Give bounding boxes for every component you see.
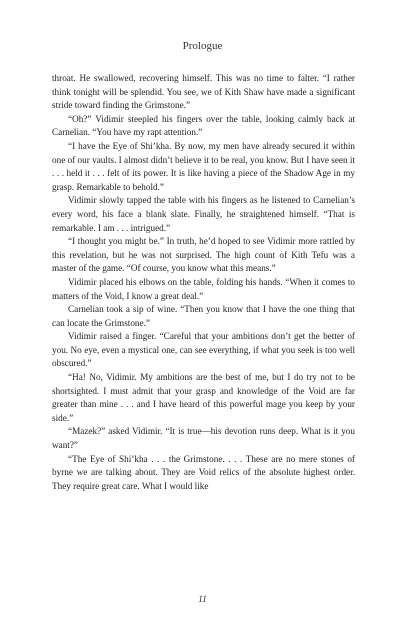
paragraph: throat. He swallowed, recovering himself. This was no time to falter. “I rather think tonight will be splendid. You see, we of Kith Shaw have made a significant stride toward finding the Grimstone.” (52, 73, 355, 111)
paragraph: “Ha! No, Vidimir. My ambitions are the best of me, but I do try not to be shortsighted. I must admit that your grasp and knowledge of the Void are far greater than mine . . . and I have heard of this powerful mage you keep by your side.” (52, 372, 355, 423)
paragraph: Vidimir placed his elbows on the table, folding his hands. “When it comes to matters of the Void, I know a great deal.” (52, 276, 355, 301)
paragraph: “Oh?” Vidimir steepled his fingers over the table, looking calmly back at Carnelian. “You have my rapt attention.” (52, 113, 355, 138)
paragraph: Vidimir raised a finger. “Careful that your ambitions don’t get the better of you. No eye, even a mystical one, can see everything, if what you seek is too well obscured.” (52, 331, 355, 369)
page-number: 11 (198, 595, 207, 605)
running-head: Prologue (182, 40, 223, 52)
paragraph: Vidimir slowly tapped the table with his fingers as he listened to Carnelian’s every word, his face a blank slate. Finally, he straightened himself. “That is remarkable. I am . . . intrigued.” (52, 195, 355, 233)
paragraph: “I have the Eye of Shi’kha. By now, my men have already secured it within one of our vaults. I almost didn’t believe it to be real, you know. But I have seen it . . . held it . . . felt of its power. It is like having a piece of the Shadow Age in my grasp. Remarkable to behold.” (52, 140, 355, 192)
paragraph: “The Eye of Shi’kha . . . the Grimstone. . . . These are no mere stones of byrne we are talking about. They are Void relics of the absolute highest order. They require great care. What I would like (52, 453, 355, 491)
paragraph: Carnelian took a sip of wine. “Then you know that I have the one thing that can locate the Grimstone.” (52, 304, 355, 328)
paragraph: “I thought you might be.” In truth, he’d hoped to see Vidimir more rattled by this revelation, but he was not surprised. The high count of Kith Tefu was a master of the game. “Of course, you know what this means.” (52, 236, 355, 274)
paragraph: “Mazek?” asked Vidimir. “It is true—his devotion runs deep. What is it you want?” (52, 426, 355, 451)
body-text (52, 72, 355, 493)
